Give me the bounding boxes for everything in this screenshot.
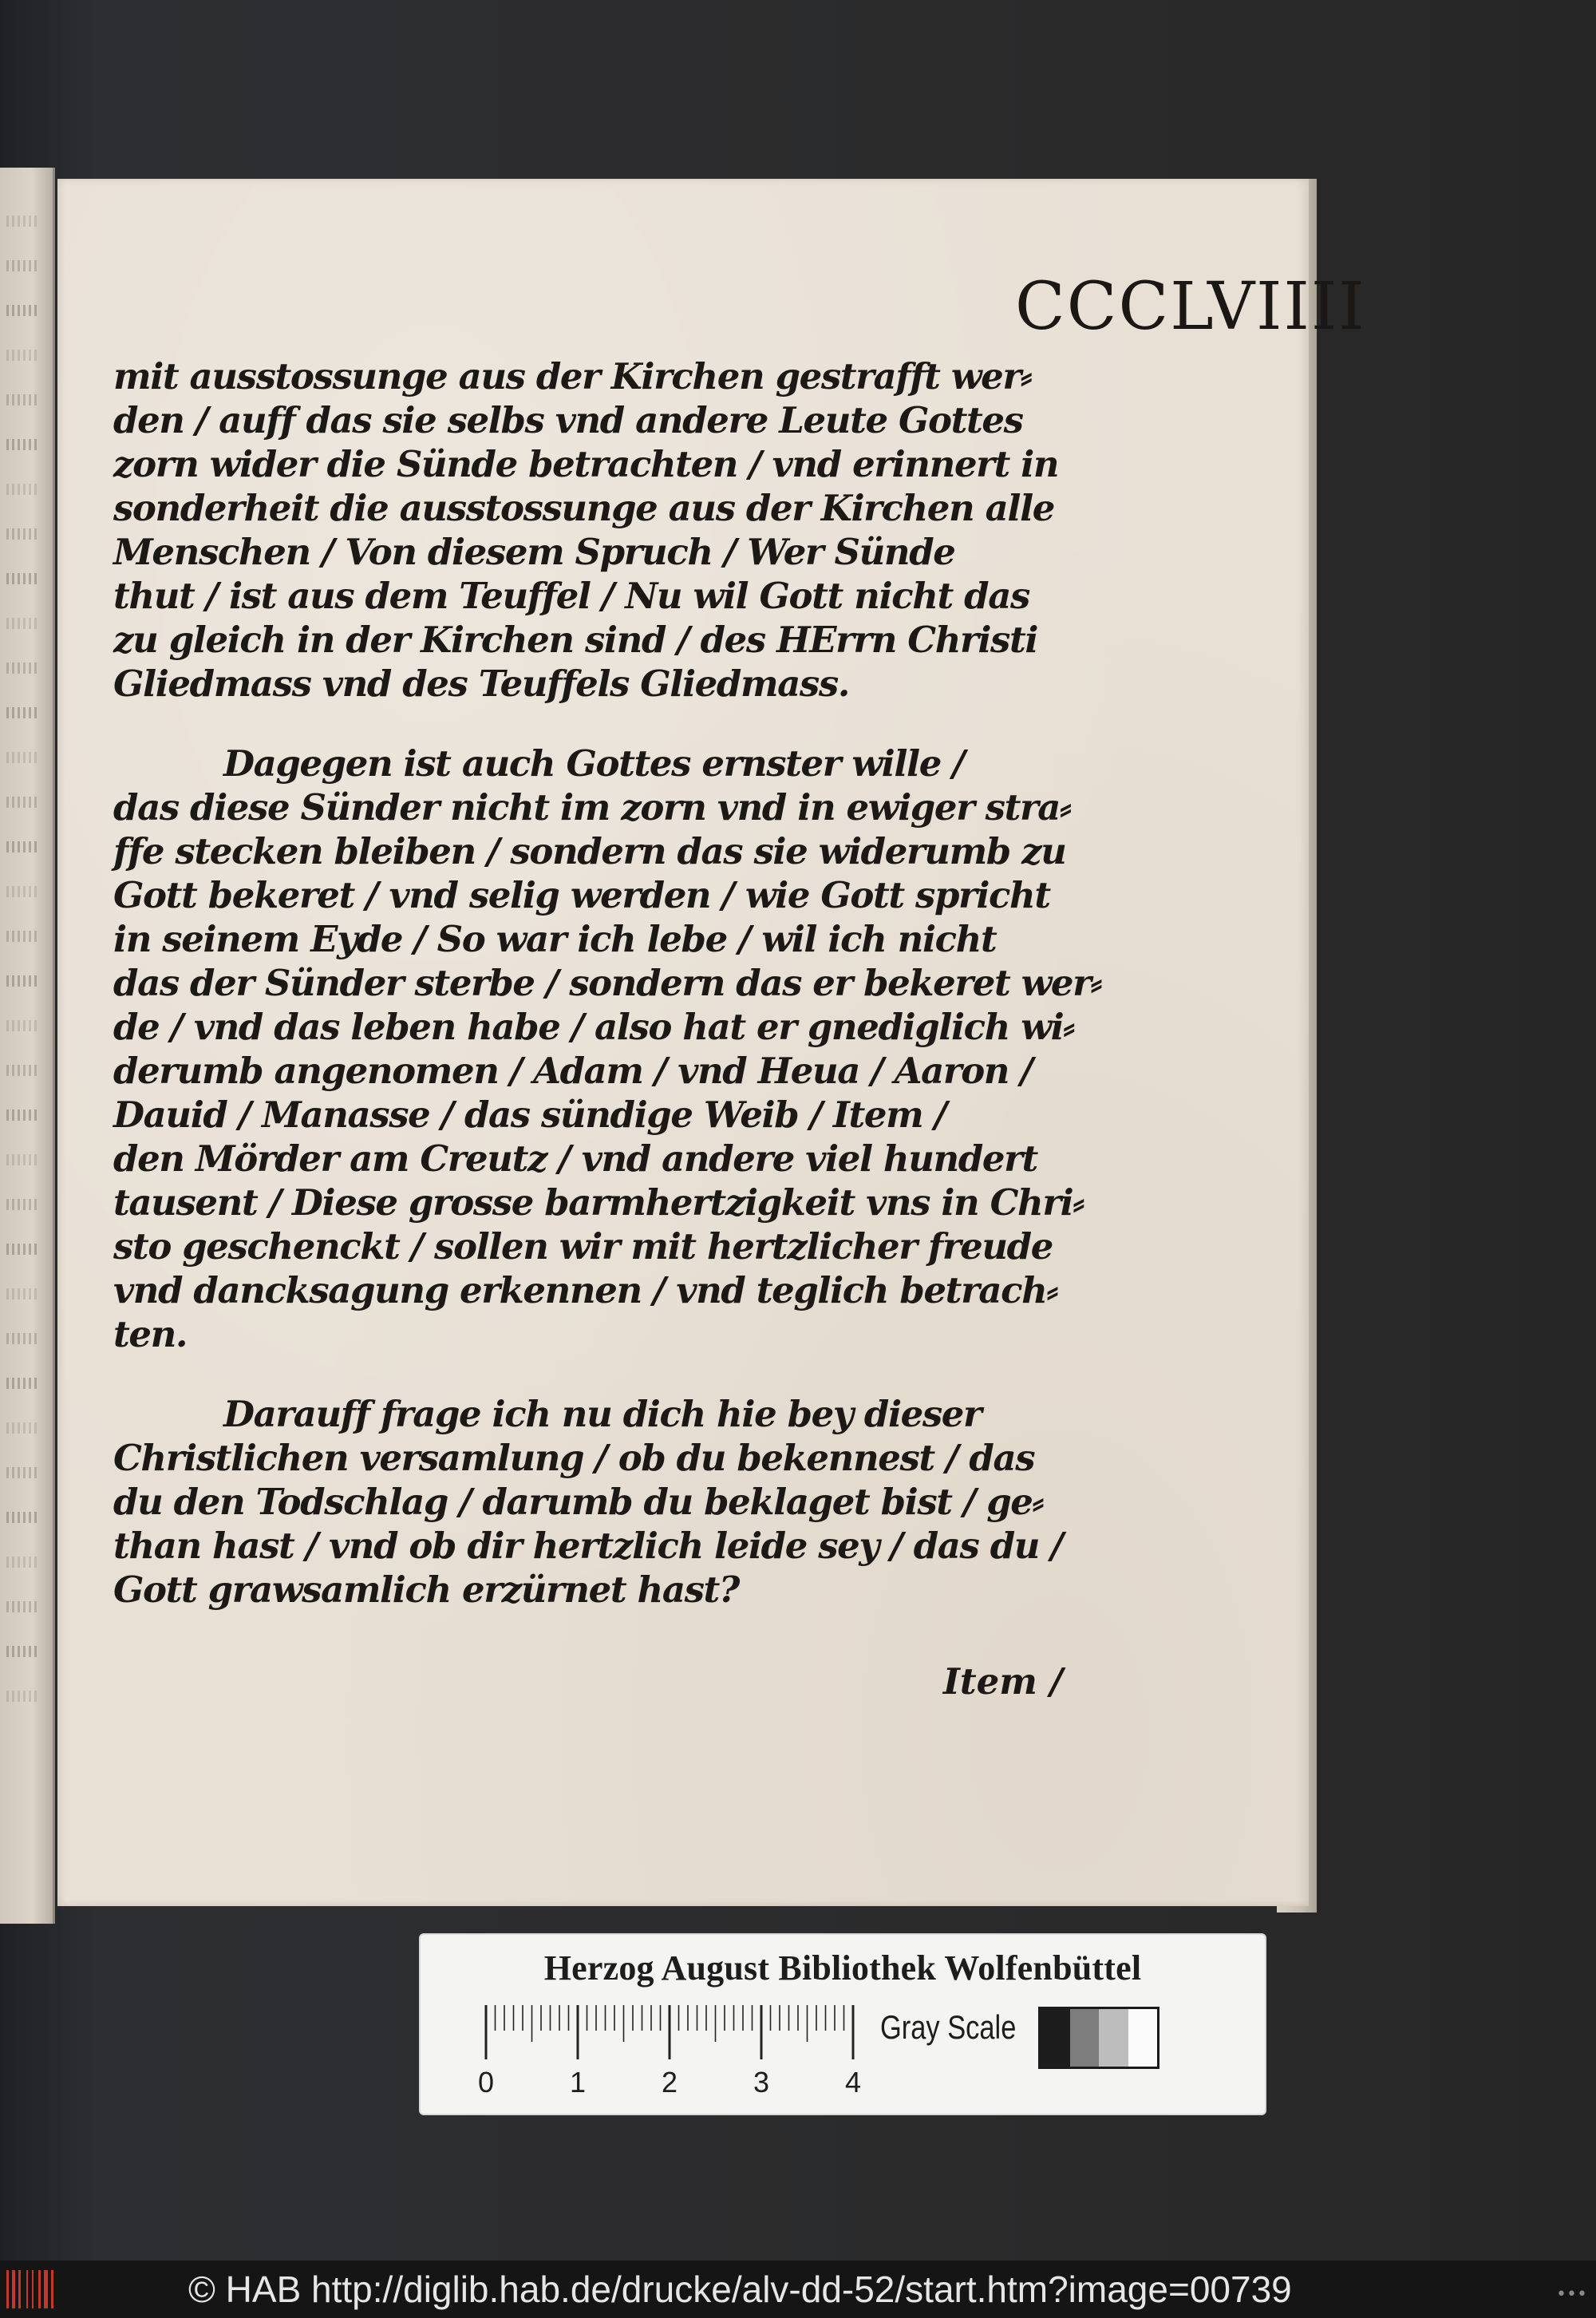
grayscale-cell: [1041, 2009, 1070, 2067]
show-through-mark: [6, 1512, 38, 1523]
text-line: du den Todschlag / darumb du beklaget bist / ge⸗: [113, 1481, 1044, 1523]
text-line: tausent / Diese grosse barmhertzigkeit vns in Chri⸗: [113, 1181, 1084, 1224]
body-text: [113, 354, 1102, 1612]
text-line: vnd dancksagung erkennen / vnd teglich betrach⸗: [113, 1269, 1058, 1311]
text-line: thut / ist aus dem Teuffel / Nu wil Gott nicht das: [113, 575, 1029, 617]
ruler: [484, 2004, 855, 2059]
grayscale-label: Gray Scale: [880, 2008, 1017, 2046]
text-line: than hast / vnd ob dir hertzlich leide sey / das du /: [113, 1525, 1063, 1567]
show-through-mark: [6, 216, 38, 227]
show-through-mark: [6, 260, 38, 271]
library-name: Herzog August Bibliothek Wolfenbüttel: [543, 1948, 1142, 1988]
show-through-mark: [6, 975, 38, 987]
show-through-mark: [6, 886, 38, 897]
show-through-mark: [6, 1691, 38, 1702]
text-line: ffe stecken bleiben / sondern das sie widerumb zu: [113, 830, 1066, 872]
show-through-mark: [6, 1244, 38, 1255]
show-through-mark: [6, 1467, 38, 1478]
ruler-number: 1: [569, 2066, 587, 2098]
text-line: den Mörder am Creutz / vnd andere viel hundert: [113, 1137, 1037, 1180]
show-through-mark: [6, 1154, 38, 1165]
text-line: de / vnd das leben habe / also hat er gnediglich wi⸗: [113, 1006, 1074, 1048]
credit-text[interactable]: © HAB http://diglib.hab.de/drucke/alv-dd-52/start.htm?image=00739: [188, 2269, 1292, 2310]
folio-number: CCCLVIIII: [1015, 269, 1366, 345]
show-through-mark: [6, 752, 38, 763]
text-line: mit ausstossunge aus der Kirchen gestrafft wer⸗: [113, 355, 1032, 398]
text-line: zu gleich in der Kirchen sind / des HErrn Christi: [113, 619, 1038, 661]
show-through-mark: [6, 1646, 38, 1657]
text-line: in seinem Eyde / So war ich lebe / wil ich nicht: [113, 918, 997, 960]
show-through-mark: [6, 394, 38, 405]
show-through-mark: [6, 797, 38, 808]
ellipsis-icon[interactable]: •••: [1556, 2284, 1587, 2304]
show-through-mark: [6, 528, 38, 540]
show-through-mark: [6, 931, 38, 942]
show-through-mark: [6, 350, 38, 361]
show-through-mark: [6, 841, 38, 852]
text-line: Darauff frage ich nu dich hie bey dieser: [223, 1393, 982, 1435]
show-through-mark: [6, 1333, 38, 1344]
text-line: Christlichen versamlung / ob du bekennest / das: [113, 1437, 1035, 1479]
show-through-mark: [6, 707, 38, 718]
show-through-mark: [6, 1288, 38, 1299]
grayscale-swatch: [1038, 2007, 1159, 2069]
show-through-mark: [6, 1557, 38, 1568]
show-through-mark: [6, 663, 38, 674]
text-line: das der Sünder sterbe / sondern das er bekeret wer⸗: [113, 962, 1102, 1004]
show-through-mark: [6, 1378, 38, 1389]
text-line: Dagegen ist auch Gottes ernster wille /: [223, 742, 965, 785]
show-through-mark: [6, 1199, 38, 1210]
show-through-mark: [6, 1110, 38, 1121]
paragraph-gap: [113, 1356, 1063, 1392]
show-through-mark: [6, 305, 38, 316]
text-line: Gott bekeret / vnd selig werden / wie Gott spricht: [113, 874, 1050, 916]
ruler-number: 2: [661, 2066, 678, 2098]
ruler-number: 0: [477, 2066, 495, 2098]
facing-page-edge: [0, 168, 55, 1924]
ruler-number: 4: [844, 2066, 862, 2098]
show-through-mark: [6, 484, 38, 495]
barcode-icon: [5, 2267, 69, 2312]
text-line: zorn wider die Sünde betrachten / vnd erinnert in: [113, 443, 1059, 485]
text-line: sonderheit die ausstossunge aus der Kirchen alle: [113, 487, 1055, 529]
text-line: das diese Sünder nicht im zorn vnd in ewiger stra⸗: [113, 786, 1071, 829]
grayscale-cell: [1128, 2009, 1158, 2067]
book-page: [57, 179, 1366, 1906]
show-through-mark: [6, 1065, 38, 1076]
ruler-number: 3: [753, 2066, 770, 2098]
show-through-mark: [6, 618, 38, 629]
paragraph-gap: [113, 706, 1063, 742]
grayscale-cell: [1070, 2009, 1100, 2067]
text-line: den / auff das sie selbs vnd andere Leute Gottes: [113, 399, 1023, 441]
text-line: derumb angenomen / Adam / vnd Heua / Aaron /: [113, 1050, 1033, 1092]
show-through-mark: [6, 1601, 38, 1612]
text-line: ten.: [113, 1313, 188, 1355]
text-line: Menschen / Von diesem Spruch / Wer Sünde: [113, 531, 955, 573]
color-scale-card: [421, 1935, 1265, 2114]
catchword: Item /: [942, 1660, 1063, 1703]
text-line: Dauid / Manasse / das sündige Weib / Item /: [113, 1094, 946, 1136]
show-through-mark: [6, 1020, 38, 1031]
show-through-mark: [6, 439, 38, 450]
text-line: sto geschenckt / sollen wir mit hertzlicher freude: [113, 1225, 1053, 1268]
show-through-mark: [6, 573, 38, 584]
grayscale-cell: [1099, 2009, 1128, 2067]
text-line: Gott grawsamlich erzürnet hast?: [113, 1568, 739, 1611]
show-through-mark: [6, 1422, 38, 1434]
text-line: Gliedmass vnd des Teuffels Gliedmass.: [113, 663, 850, 705]
